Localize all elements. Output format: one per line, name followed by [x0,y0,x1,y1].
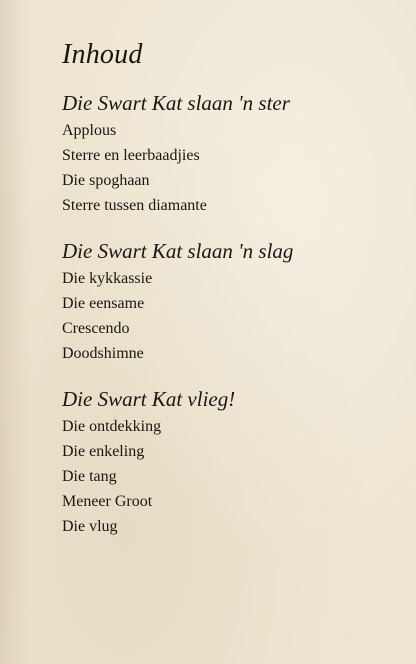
section-title: Die Swart Kat slaan 'n ster [62,91,290,115]
toc-item: Die ontdekking [62,418,162,435]
toc-item: Applous [62,122,117,139]
section-items [62,414,402,539]
section-items [62,118,402,218]
section-items [62,266,402,366]
toc-section-3 [62,386,402,539]
section-title: Die Swart Kat vlieg! [62,387,236,411]
toc-item: Crescendo [62,320,130,337]
section-title: Die Swart Kat slaan 'n slag [62,239,294,263]
page-title: Inhoud [62,39,143,70]
toc-item: Sterre en leerbaadjies [62,147,200,164]
toc-item: Meneer Groot [62,493,153,510]
toc-item: Die tang [62,468,117,485]
toc-section-2 [62,238,402,366]
toc-item: Sterre tussen diamante [62,197,207,214]
toc-item: Doodshimne [62,345,144,362]
toc-section-1 [62,90,402,218]
toc-item: Die kykkassie [62,270,153,287]
toc-item: Die eensame [62,295,145,312]
toc-item: Die vlug [62,518,118,535]
toc-item: Die enkeling [62,443,145,460]
toc-item: Die spoghaan [62,172,150,189]
table-of-contents [62,38,402,559]
